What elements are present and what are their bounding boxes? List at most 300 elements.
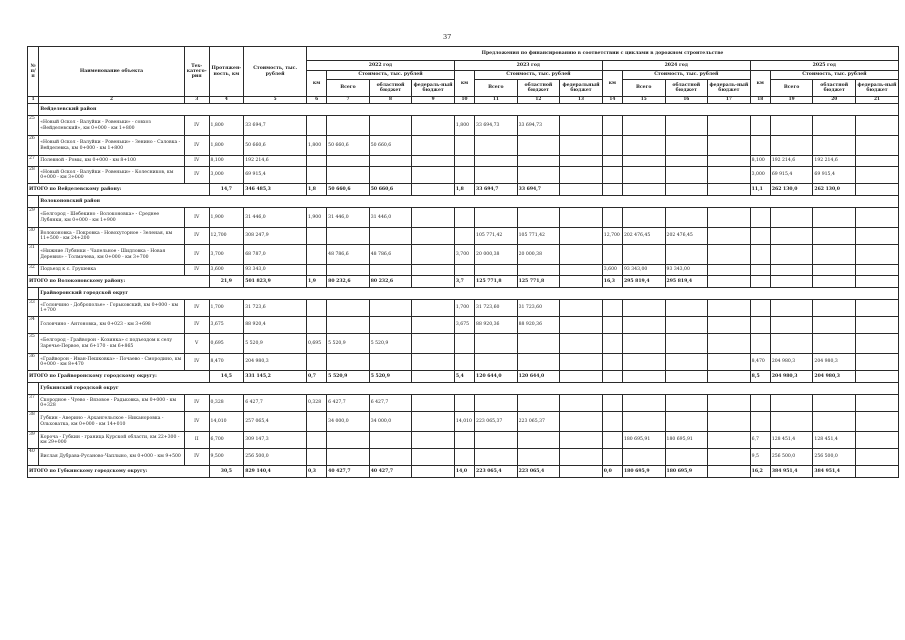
year-2022-federal [412,432,455,449]
year-2024-federal [708,228,751,245]
total-cost: 33 694,7 [244,116,307,136]
total-cost: 192 214,6 [244,156,307,167]
row-number: 39 [28,432,39,449]
section-title: Вейделевский район [39,104,899,116]
total-cost: 6 427,7 [244,395,307,412]
header-year-2023: 2023 год [454,61,602,71]
table-row [28,395,899,412]
total-2023-total: 223 065,4 [475,466,518,478]
total-2025-km: 11,1 [750,184,770,196]
year-2025-federal [855,317,898,334]
header-no: № п/п [28,47,39,97]
year-2024-regional [665,208,708,228]
year-2022-km [307,300,327,317]
year-2025-total [770,317,813,334]
total-2025-km: 16,2 [750,466,770,478]
table-row [28,449,899,466]
year-2023-total: 20 000,38 [475,245,518,265]
total-label: ИТОГО по Волоконовскому району: [28,276,210,288]
table-row [28,432,899,449]
row-number: 36 [28,354,39,371]
object-name: «Новый Оскол - Валуйки - Ровеньки» - Зенино - Саловка - Вейделевка, км 0+000 - км 1+800 [39,136,185,156]
header-regional: областной бюджет [665,80,708,97]
year-2024-federal [708,245,751,265]
total-2024-federal [708,466,751,478]
header-name: Наименование объекта [39,47,185,97]
year-2022-federal [412,228,455,245]
column-number: 16 [665,97,708,104]
year-2025-total [770,136,813,156]
year-2023-regional: 105 771,42 [517,228,560,245]
total-2025-km: 8,5 [750,371,770,383]
year-2022-km [307,412,327,432]
year-2022-regional [369,265,412,276]
section-empty [28,288,39,300]
year-2023-total [475,395,518,412]
object-name: «Новый Оскол - Валуйки - Ровеньки» - Колесников, км 0+000 - км 3+000 [39,167,185,184]
year-2025-federal [855,136,898,156]
total-length: 14,7 [209,184,244,196]
year-2024-regional: 180 695,91 [665,432,708,449]
tech-category: IV [184,412,209,432]
year-2024-federal [708,449,751,466]
total-length: 30,5 [209,466,244,478]
header-regional: областной бюджет [813,80,856,97]
total-cost: 256 500,0 [244,449,307,466]
year-2023-total [475,432,518,449]
section-header [28,196,899,208]
table-row [28,317,899,334]
year-2025-federal [855,354,898,371]
total-2024-km: 0,0 [602,466,622,478]
section-empty [28,104,39,116]
column-number: 15 [622,97,665,104]
total-cost: 331 145,2 [244,371,307,383]
year-2022-federal [412,354,455,371]
total-cost: 501 823,9 [244,276,307,288]
length-km: 1,800 [209,116,244,136]
year-2024-total [622,156,665,167]
year-2022-regional: 48 786,6 [369,245,412,265]
year-2024-regional [665,317,708,334]
header-regional: областной бюджет [517,80,560,97]
year-2025-km [750,208,770,228]
year-2022-total [327,432,370,449]
table-row [28,245,899,265]
total-2024-km [602,184,622,196]
year-2022-regional [369,449,412,466]
year-2024-total [622,317,665,334]
row-number: 27 [28,156,39,167]
column-number: 3 [184,97,209,104]
table-row [28,412,899,432]
section-empty [28,196,39,208]
total-2022-regional: 50 660,6 [369,184,412,196]
year-2025-regional [813,300,856,317]
year-2023-km [454,354,474,371]
row-number: 32 [28,265,39,276]
year-2025-federal [855,156,898,167]
total-2023-total: 125 771,8 [475,276,518,288]
year-2022-total: 6 427,7 [327,395,370,412]
total-2025-regional: 204 980,3 [813,371,856,383]
year-2025-km [750,412,770,432]
section-header [28,288,899,300]
year-2025-regional: 128 451,4 [813,432,856,449]
year-2024-total [622,136,665,156]
length-km: 1,900 [209,208,244,228]
year-2023-regional [517,136,560,156]
object-name: «Белгород - Шебекино - Волоконовка» - Среднее Лубянки, км 0+000 - км 1+900 [39,208,185,228]
year-2022-regional [369,167,412,184]
year-2022-total [327,228,370,245]
year-2023-federal [560,334,603,354]
column-number: 5 [244,97,307,104]
total-2025-total: 384 951,4 [770,466,813,478]
length-km: 14,010 [209,412,244,432]
length-km: 1,800 [209,136,244,156]
year-2024-total [622,354,665,371]
year-2024-regional [665,334,708,354]
year-2025-km [750,116,770,136]
year-2023-regional: 20 000,38 [517,245,560,265]
year-2025-federal [855,245,898,265]
year-2023-federal [560,116,603,136]
year-2025-regional [813,395,856,412]
header-cost-sub: Стоимость, тыс. рублей [475,71,603,80]
header-km: км [307,71,327,97]
year-2023-km [454,167,474,184]
year-2022-federal [412,156,455,167]
row-number: 34 [28,317,39,334]
total-cost: 346 485,3 [244,184,307,196]
total-2022-total: 40 427,7 [327,466,370,478]
total-2025-total: 262 130,0 [770,184,813,196]
year-2025-total [770,265,813,276]
total-2023-regional: 125 771,8 [517,276,560,288]
header-proposals: Предложения по финансированию в соответствии с циклами в дорожном строительстве [307,47,899,61]
year-2022-total: 48 786,6 [327,245,370,265]
object-name: Короча - Губкин - граница Курской области, км 22+300 - км 29+000 [39,432,185,449]
total-2024-regional [665,371,708,383]
row-number: 38 [28,412,39,432]
total-2025-regional: 262 130,0 [813,184,856,196]
year-2022-total [327,317,370,334]
year-2022-km [307,432,327,449]
section-title: Грайворонский городской округ [39,288,899,300]
year-2022-km: 1,800 [307,136,327,156]
year-2022-total [327,156,370,167]
year-2024-km [602,354,622,371]
header-km: км [602,71,622,97]
header-cost-sub: Стоимость, тыс. рублей [327,71,455,80]
tech-category: II [184,432,209,449]
tech-category: V [184,334,209,354]
header-cost-sub: Стоимость, тыс. рублей [622,71,750,80]
year-2024-km [602,245,622,265]
year-2024-total [622,208,665,228]
year-2024-federal [708,136,751,156]
year-2024-federal [708,300,751,317]
total-cost: 93 343,0 [244,265,307,276]
year-2023-regional [517,449,560,466]
year-2023-km [454,432,474,449]
year-2023-regional [517,208,560,228]
column-number: 21 [855,97,898,104]
year-2022-federal [412,395,455,412]
total-2022-federal [412,184,455,196]
year-2025-regional [813,334,856,354]
total-2025-regional: 384 951,4 [813,466,856,478]
header-year-2024: 2024 год [602,61,750,71]
total-cost: 5 520,9 [244,334,307,354]
year-2024-federal [708,208,751,228]
total-2023-federal [560,184,603,196]
year-2023-regional: 223 065,37 [517,412,560,432]
year-2024-km [602,395,622,412]
year-2022-federal [412,116,455,136]
section-total-row [28,466,899,478]
year-2022-federal [412,167,455,184]
length-km: 3,675 [209,317,244,334]
length-km: 0,695 [209,334,244,354]
year-2022-km [307,245,327,265]
year-2023-total: 105 771,42 [475,228,518,245]
year-2023-federal [560,354,603,371]
year-2025-km [750,245,770,265]
year-2022-regional: 5 520,9 [369,334,412,354]
total-cost: 257 065,4 [244,412,307,432]
year-2022-total [327,354,370,371]
year-2022-km [307,265,327,276]
column-number: 1 [28,97,39,104]
year-2022-km: 0,328 [307,395,327,412]
column-number: 17 [708,97,751,104]
length-km: 3,000 [209,167,244,184]
header-total: Всего [327,80,370,97]
column-number: 10 [454,97,474,104]
year-2025-total [770,300,813,317]
column-number: 19 [770,97,813,104]
year-2022-km [307,167,327,184]
object-name: Полевной - Ромы, км 0+000 - км 8+100 [39,156,185,167]
year-2023-total [475,167,518,184]
year-2023-km: 3,700 [454,245,474,265]
year-2025-km [750,395,770,412]
year-2024-total: 93 343,00 [622,265,665,276]
total-2023-km: 3,7 [454,276,474,288]
total-2022-km: 1,8 [307,184,327,196]
year-2025-total: 192 214,6 [770,156,813,167]
total-2024-total [622,184,665,196]
year-2022-total: 5 520,9 [327,334,370,354]
year-2025-total: 204 980,3 [770,354,813,371]
year-2024-km [602,317,622,334]
total-2025-federal [855,371,898,383]
year-2023-federal [560,449,603,466]
total-2025-federal [855,276,898,288]
year-2025-federal [855,395,898,412]
year-2025-total [770,395,813,412]
year-2022-regional: 31 446,0 [369,208,412,228]
total-2025-federal [855,466,898,478]
year-2025-km [750,136,770,156]
total-2025-federal [855,184,898,196]
total-2024-regional: 295 819,4 [665,276,708,288]
header-regional: областной бюджет [369,80,412,97]
header-year-2025: 2025 год [750,61,898,71]
year-2025-regional: 256 500,0 [813,449,856,466]
year-2024-total [622,334,665,354]
header-federal: федераль-ный бюджет [855,80,898,97]
year-2025-km [750,334,770,354]
year-2025-federal [855,449,898,466]
year-2023-federal [560,228,603,245]
object-name: Скородное - Чуево - Вязовое - Радьковка, км 0+000 - км 0+328 [39,395,185,412]
row-number: 28 [28,167,39,184]
year-2025-total [770,116,813,136]
year-2023-km: 1,800 [454,116,474,136]
year-2023-federal [560,432,603,449]
year-2025-regional [813,265,856,276]
total-2022-regional: 80 232,6 [369,276,412,288]
year-2022-km [307,116,327,136]
year-2025-regional [813,136,856,156]
column-number: 9 [412,97,455,104]
year-2022-regional: 50 660,6 [369,136,412,156]
year-2024-km: 3,600 [602,265,622,276]
year-2022-federal [412,208,455,228]
total-2023-federal [560,466,603,478]
year-2024-federal [708,116,751,136]
table-row [28,156,899,167]
year-2022-regional [369,116,412,136]
year-2022-km [307,354,327,371]
year-2023-km [454,395,474,412]
table-row [28,167,899,184]
year-2022-regional: 34 000,0 [369,412,412,432]
year-2023-km [454,136,474,156]
year-2022-regional [369,300,412,317]
year-2022-regional: 6 427,7 [369,395,412,412]
year-2024-federal [708,265,751,276]
section-header [28,104,899,116]
year-2023-total [475,136,518,156]
total-cost: 308 247,9 [244,228,307,245]
year-2024-federal [708,354,751,371]
header-tech-category: Тех-катего-рия [184,47,209,97]
year-2025-km [750,317,770,334]
year-2023-federal [560,395,603,412]
total-2023-km: 5,4 [454,371,474,383]
year-2025-regional: 204 980,3 [813,354,856,371]
year-2025-regional [813,412,856,432]
year-2023-federal [560,208,603,228]
total-2022-total: 5 520,9 [327,371,370,383]
year-2024-km [602,208,622,228]
row-number: 40 [28,449,39,466]
year-2023-regional [517,167,560,184]
total-2024-total: 180 695,9 [622,466,665,478]
year-2024-km [602,156,622,167]
total-cost: 309 147,3 [244,432,307,449]
table-row [28,265,899,276]
year-2024-regional: 202 476,45 [665,228,708,245]
year-2023-federal [560,265,603,276]
year-2025-federal [855,167,898,184]
row-number: 35 [28,334,39,354]
year-2023-regional [517,432,560,449]
table-row [28,136,899,156]
year-2024-km [602,116,622,136]
year-2024-regional [665,395,708,412]
year-2025-regional [813,116,856,136]
total-2024-km [602,371,622,383]
page-number: 37 [443,33,452,41]
tech-category: IV [184,208,209,228]
tech-category: IV [184,265,209,276]
header-length: Протяжен-ность, км [209,47,244,97]
year-2022-total: 34 000,0 [327,412,370,432]
year-2025-total [770,412,813,432]
column-number: 18 [750,97,770,104]
length-km: 1,700 [209,300,244,317]
tech-category: IV [184,228,209,245]
table-row [28,116,899,136]
object-name: Губкин - Аверино - Архангельское - Никаноровка - Ольховатка, км 0+000 - км 14+010 [39,412,185,432]
year-2025-regional [813,208,856,228]
year-2024-federal [708,167,751,184]
header-cost: Стоимость, тыс. рублей [244,47,307,97]
year-2025-km: 8,470 [750,354,770,371]
year-2022-regional [369,354,412,371]
total-2024-federal [708,371,751,383]
year-2023-federal [560,245,603,265]
year-2025-regional [813,317,856,334]
year-2022-total [327,449,370,466]
year-2023-km: 14,010 [454,412,474,432]
year-2024-regional: 93 343,00 [665,265,708,276]
header-total: Всего [770,80,813,97]
year-2023-regional [517,334,560,354]
total-2022-km: 0,3 [307,466,327,478]
year-2025-total [770,208,813,228]
year-2023-federal [560,167,603,184]
total-2024-km: 16,3 [602,276,622,288]
total-2022-total: 80 232,6 [327,276,370,288]
year-2025-federal [855,412,898,432]
year-2023-total: 31 723,60 [475,300,518,317]
year-2022-federal [412,136,455,156]
year-2023-km [454,156,474,167]
column-number: 20 [813,97,856,104]
section-header [28,383,899,395]
year-2024-regional [665,245,708,265]
total-cost: 31 723,6 [244,300,307,317]
year-2023-total: 33 694,73 [475,116,518,136]
year-2023-regional: 88 920,36 [517,317,560,334]
header-year-2022: 2022 год [307,61,455,71]
financing-table [27,46,899,478]
year-2024-total [622,116,665,136]
tech-category: IV [184,116,209,136]
length-km: 6,700 [209,432,244,449]
year-2025-total [770,228,813,245]
year-2023-regional: 33 694,73 [517,116,560,136]
year-2024-regional [665,156,708,167]
object-name: Вислая Дубрава-Русаново-Чаплыно, км 0+000 - км 9+500 [39,449,185,466]
tech-category: IV [184,156,209,167]
